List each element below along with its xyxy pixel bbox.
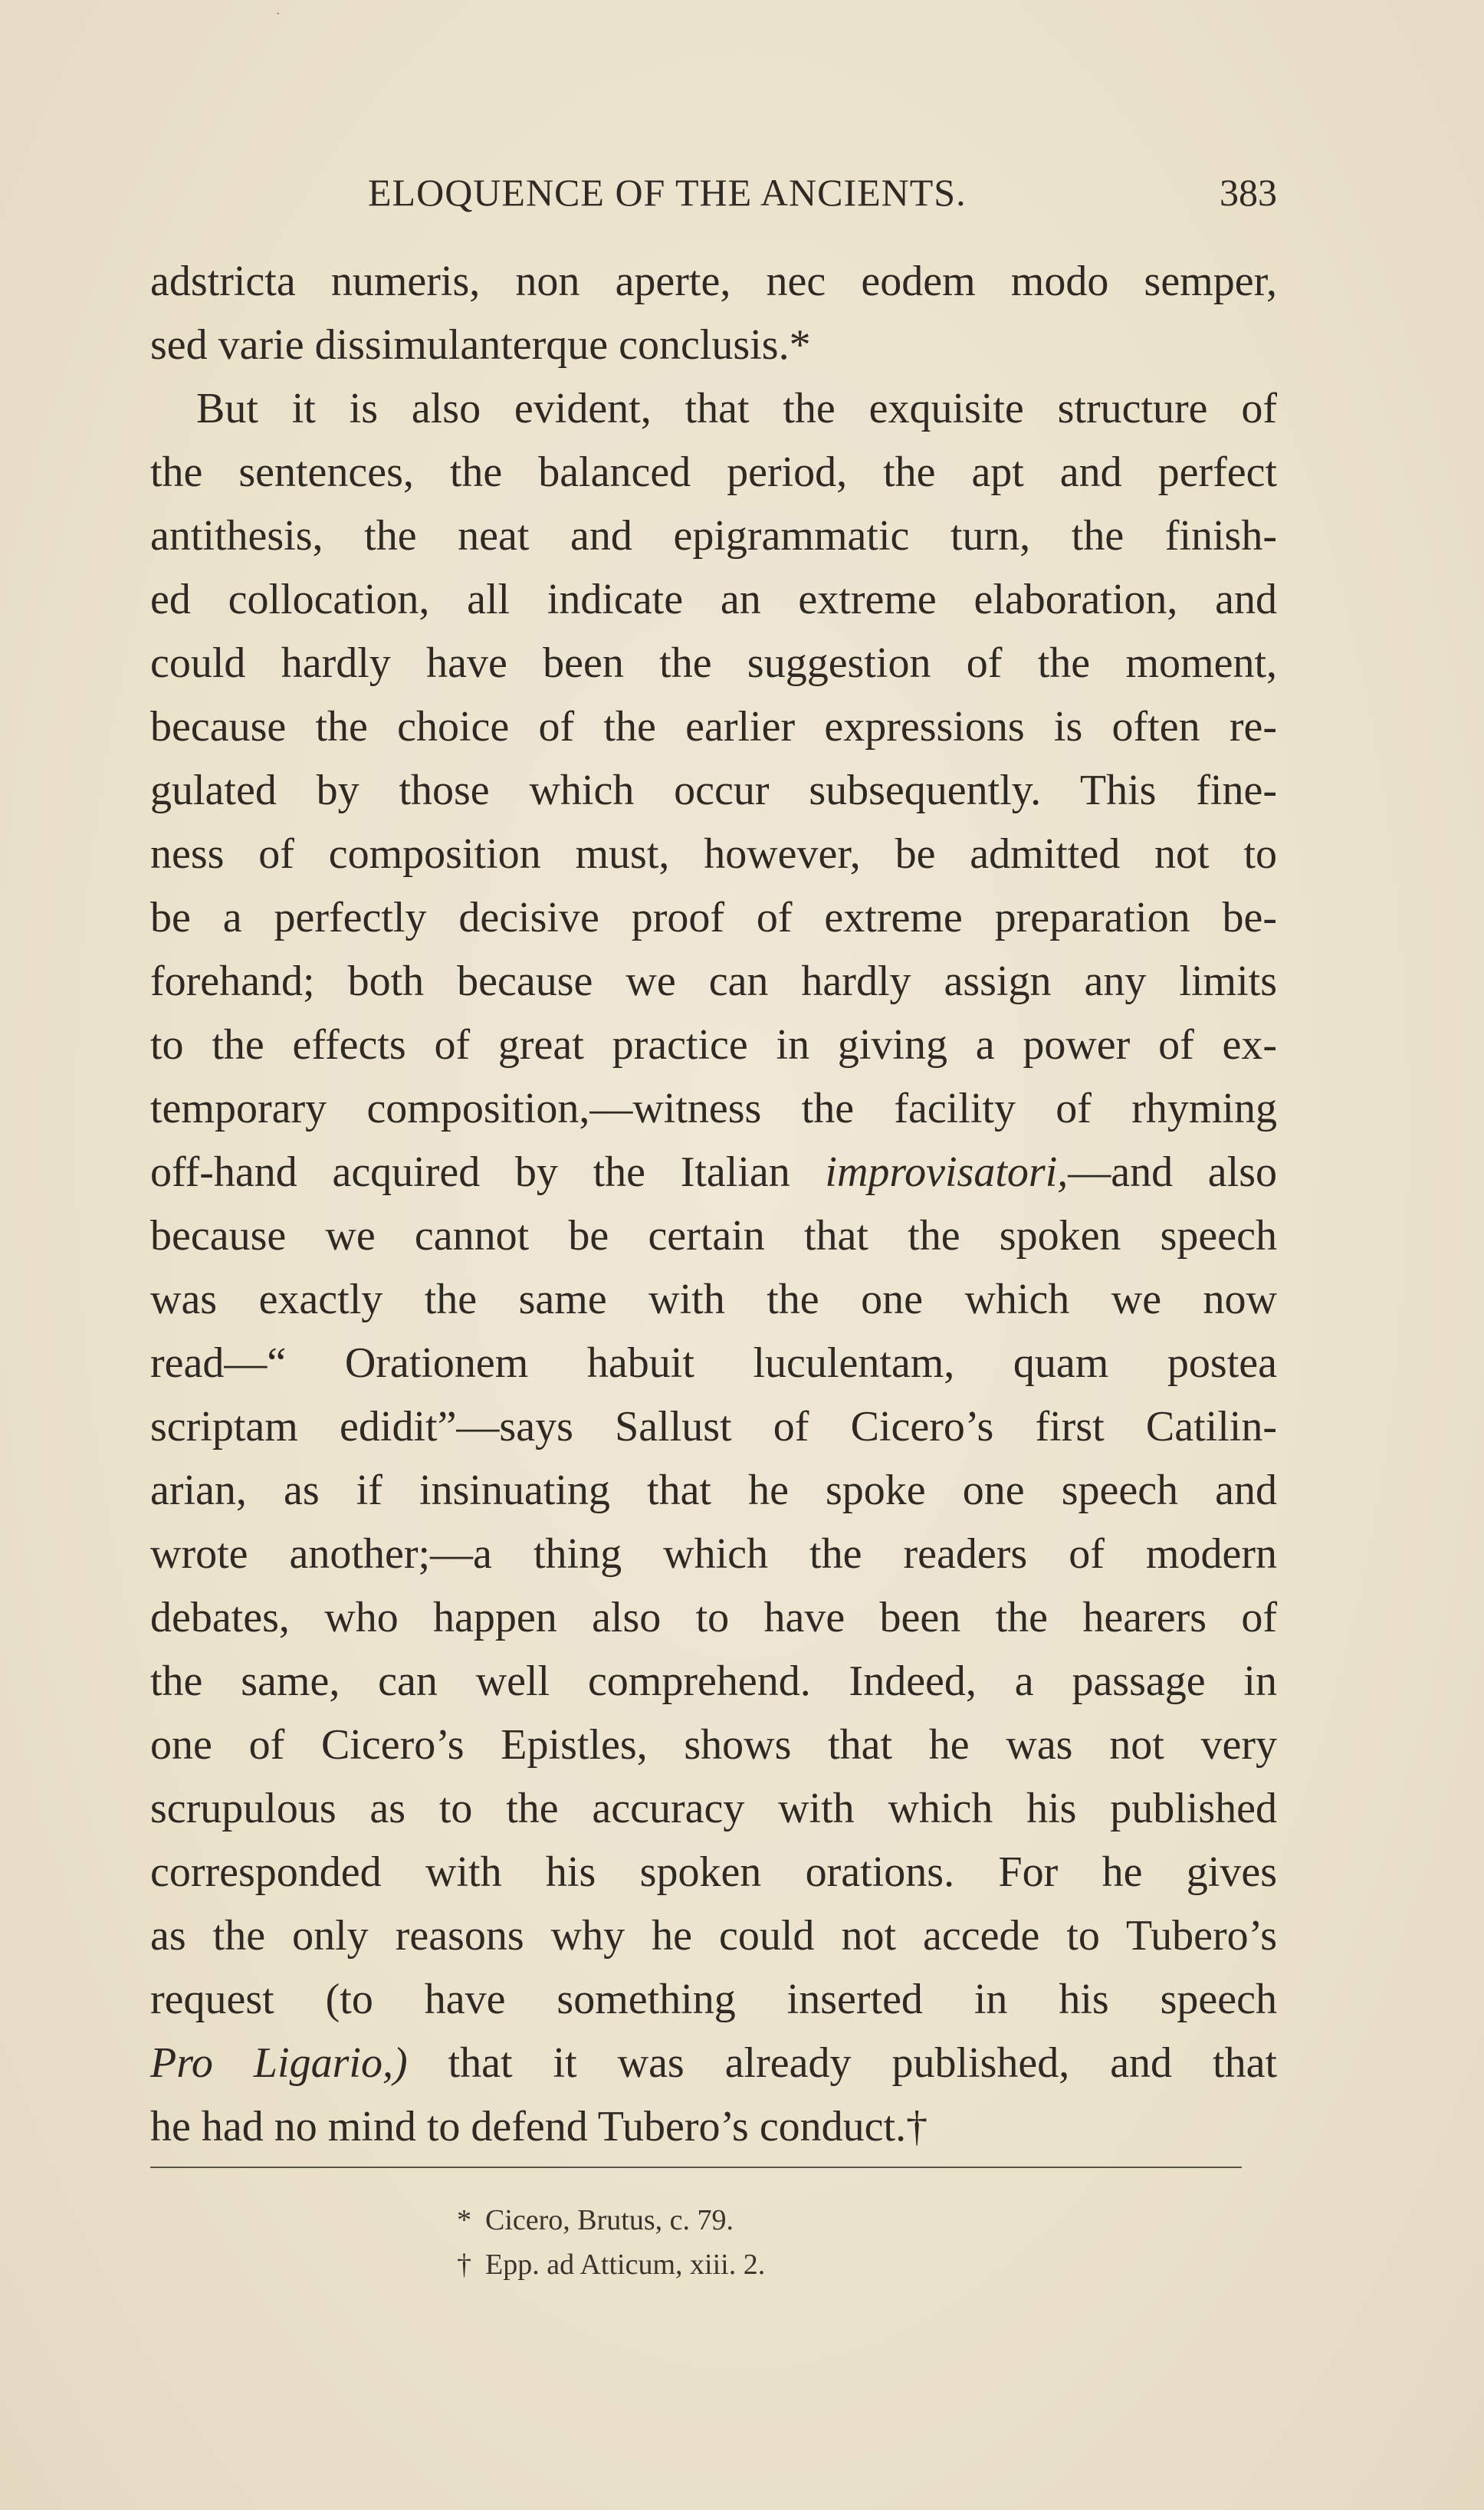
footnotes [0, 2199, 1484, 2288]
footnote-text: Cicero, Brutus, c. 79. [485, 2204, 734, 2236]
footnote [0, 2199, 1484, 2243]
text-line: because the choice of the earlier expressions is often re- [150, 703, 1277, 751]
text-segment: that it was already published, and that [407, 2039, 1278, 2087]
text-line: arian, as if insinuating that he spoke one speech and [150, 1467, 1277, 1514]
text-line: scriptam edidit”—says Sallust of Cicero’s first Catilin- [150, 1403, 1277, 1450]
text-line [150, 1145, 1277, 1209]
ink-speck: · [276, 8, 281, 21]
text-line: wrote another;—a thing which the readers of modern [150, 1530, 1277, 1578]
footnote-text: Epp. ad Atticum, xiii. 2. [485, 2249, 766, 2281]
footnote-mark: * [457, 2204, 471, 2236]
body-text [150, 255, 1277, 2163]
text-line: ness of composition must, however, be admitted not to [150, 830, 1277, 878]
text-line: the sentences, the balanced period, the apt and perfect [150, 448, 1277, 496]
text-line: debates, who happen also to have been the hearers of [150, 1594, 1277, 1641]
text-line: one of Cicero’s Epistles, shows that he was not very [150, 1721, 1277, 1769]
text-line: sed varie dissimulanterque conclusis.* [150, 321, 811, 369]
italic-term: improvisatori, [825, 1148, 1069, 1196]
text-line: request (to have something inserted in his speech [150, 1976, 1277, 2023]
text-line [150, 2036, 1277, 2100]
footnote-mark: † [457, 2249, 471, 2281]
text-line: corresponded with his spoken orations. For he gives [150, 1848, 1277, 1896]
text-line: read—“ Orationem habuit luculentam, quam postea [150, 1339, 1277, 1387]
text-segment: off-hand acquired by the Italian [150, 1148, 826, 1196]
footnote-rule [150, 2167, 1242, 2168]
italic-term: Pro Ligario,) [150, 2039, 408, 2087]
text-line: could hardly have been the suggestion of the moment, [150, 639, 1277, 687]
running-head [153, 170, 1277, 216]
text-line: as the only reasons why he could not accede to Tubero’s [150, 1912, 1277, 1960]
running-title: ELOQUENCE OF THE ANCIENTS. [368, 171, 967, 214]
text-line: But it is also evident, that the exquisite structure of [196, 385, 1277, 432]
text-line: forehand; both because we can hardly assign any limits [150, 958, 1277, 1005]
text-line: gulated by those which occur subsequently. This fine- [150, 767, 1277, 814]
text-line: adstricta numeris, non aperte, nec eodem modo semper, [150, 258, 1277, 305]
text-line: to the effects of great practice in giving a power of ex- [150, 1021, 1277, 1069]
text-line: antithesis, the neat and epigrammatic turn, the finish- [150, 512, 1277, 560]
text-line: temporary composition,—witness the facility of rhyming [150, 1085, 1277, 1132]
text-line: was exactly the same with the one which we now [150, 1276, 1277, 1323]
text-line: be a perfectly decisive proof of extreme preparation be- [150, 894, 1277, 941]
page-number: 383 [1220, 171, 1277, 214]
text-line: ed collocation, all indicate an extreme elaboration, and [150, 576, 1277, 623]
text-line: the same, can well comprehend. Indeed, a passage in [150, 1657, 1277, 1705]
text-segment: —and also [1068, 1148, 1278, 1196]
text-line: because we cannot be certain that the spoken speech [150, 1212, 1277, 1260]
text-line: scrupulous as to the accuracy with which his published [150, 1785, 1277, 1832]
text-line: he had no mind to defend Tubero’s conduct.† [150, 2103, 928, 2150]
footnote [0, 2243, 1484, 2288]
